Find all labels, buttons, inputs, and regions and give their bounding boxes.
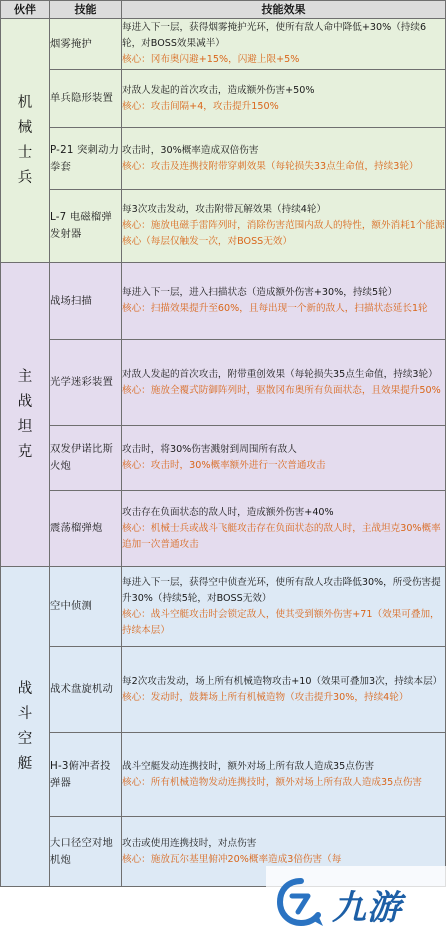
table-row [1, 19, 446, 70]
header-partner: 伙伴 [1, 1, 50, 19]
effect-core: 核心：所有机械造物发动连携技时，额外对场上所有敌人造成35点伤害 [122, 776, 423, 788]
skill-effect [122, 733, 446, 817]
skill-name: 双发伊诺比斯火炮 [50, 426, 122, 491]
effect-base: 对敌人发起的首次攻击，附带重创效果（每轮损失35点生命值，持续3轮） [122, 368, 438, 380]
skill-name: L-7 电磁榴弹发射器 [50, 190, 122, 263]
effect-base: 每2次攻击发动，场上所有机械造物攻击+10（效果可叠加3次，持续本层） [122, 675, 443, 687]
effect-core: 核心：冈布奥闪避+15%，闪避上限+5% [122, 54, 300, 65]
header-skill: 技能 [50, 1, 122, 19]
effect-base: 每进入下一层，获得空中侦查光环，使所有敌人攻击降低30%，所受伤害提升30%（持续5轮，对BOSS无效） [122, 576, 441, 604]
skill-name: 空中侦测 [50, 567, 122, 647]
group-char: 士 [17, 144, 33, 161]
effect-base: 攻击或使用连携技时，对点伤害 [122, 837, 257, 849]
group-char: 兵 [17, 169, 33, 186]
effect-base: 每进入下一层，进入扫描状态（造成额外伤害+30%，持续5轮） [122, 287, 398, 298]
skill-effect [122, 263, 446, 340]
skill-effect [122, 567, 446, 647]
skill-effect [122, 128, 446, 190]
effect-core: 核心：战斗空艇攻击时会锁定敌人，使其受到额外伤害+71（效果可叠加，持续本层） [122, 608, 440, 636]
table-row [1, 340, 446, 426]
group-char: 战 [17, 393, 33, 410]
nine-game-logo-icon [274, 876, 328, 930]
skill-effect [122, 426, 446, 491]
table-row [1, 70, 446, 128]
table-row [1, 647, 446, 733]
group-char: 空 [17, 730, 33, 747]
table-row [1, 733, 446, 817]
effect-base: 战斗空艇发动连携技时，额外对场上所有敌人造成35点伤害 [122, 760, 375, 772]
effect-base: 攻击存在负面状态的敌人时，造成额外伤害+40% [122, 506, 334, 518]
effect-base: 对敌人发起的首次攻击，造成额外伤害+50% [122, 84, 315, 96]
skill-name: 战术盘旋机动 [50, 647, 122, 733]
effect-base: 攻击时，30%概率造成双倍伤害 [122, 144, 259, 156]
effect-core: 核心：发动时，鼓舞场上所有机械造物（攻击提升30%，持续4轮） [122, 691, 409, 703]
skill-name: 光学迷彩装置 [50, 340, 122, 426]
skill-name: 战场扫描 [50, 263, 122, 340]
skill-effect [122, 70, 446, 128]
effect-core: 核心：攻击及连携技附带穿刺效果（每轮损失33点生命值，持续3轮） [122, 160, 419, 172]
skill-effect [122, 19, 446, 70]
table-header-row [1, 1, 446, 19]
table-row [1, 190, 446, 263]
group-char: 战 [17, 680, 33, 697]
skill-name: 大口径空对地机炮 [50, 817, 122, 887]
effect-base: 每3次攻击发动，攻击附带瓦解效果（持续4轮） [122, 204, 327, 215]
skill-effect [122, 647, 446, 733]
skill-name: 烟雾掩护 [50, 19, 122, 70]
group-cell-mech-soldier [1, 19, 50, 263]
group-cell-main-tank [1, 263, 50, 567]
effect-core: 核心：施放电磁手雷阵列时，消除伤害范围内敌人的特性，额外消耗1个能源核心（每层仅触发一次，对BOSS无效） [122, 220, 445, 247]
skill-name: 单兵隐形装置 [50, 70, 122, 128]
effect-base: 每进入下一层，获得烟雾掩护光环，使所有敌人命中降低+30%（持续6轮，对BOSS效果减半） [122, 22, 427, 49]
skill-name: H-3俯冲者投弹器 [50, 733, 122, 817]
skill-name: P-21 突刺动力拳套 [50, 128, 122, 190]
group-char: 克 [17, 443, 33, 460]
effect-core: 核心：攻击间隔+4，攻击提升150% [122, 100, 279, 112]
table-row [1, 491, 446, 567]
effect-core: 核心：攻击时，30%概率额外进行一次普通攻击 [122, 460, 326, 471]
group-char: 主 [17, 368, 33, 385]
watermark-brand-text: 九游 [332, 888, 402, 928]
effect-core: 核心：机械士兵或战斗飞艇攻击存在负面状态的敌人时，主战坦克30%概率追加一次普通攻击 [122, 522, 441, 550]
skill-effect [122, 491, 446, 567]
skill-effect [122, 340, 446, 426]
skill-name: 震荡榴弹炮 [50, 491, 122, 567]
watermark [266, 866, 447, 941]
group-char: 艇 [17, 755, 33, 772]
table-row [1, 128, 446, 190]
table-row [1, 263, 446, 340]
group-char: 机 [17, 94, 33, 111]
effect-core: 核心：施放全覆式防御阵列时，驱散冈布奥所有负面状态，且效果提升50% [122, 384, 441, 396]
effect-core: 核心：扫描效果提升至60%，且每出现一个新的敌人，扫描状态延长1轮 [122, 303, 428, 314]
group-char: 斗 [17, 705, 33, 722]
effect-core: 核心：施放瓦尔基里俯冲20%概率造成3倍伤害（每 [122, 853, 342, 865]
group-char: 坦 [17, 418, 33, 435]
group-char: 械 [17, 119, 33, 136]
table-row [1, 426, 446, 491]
header-effect: 技能效果 [122, 1, 446, 19]
table-row [1, 567, 446, 647]
skill-effect [122, 190, 446, 263]
effect-base: 攻击时，将30%伤害溅射到周围所有敌人 [122, 444, 297, 455]
group-cell-battle-airship [1, 567, 50, 887]
